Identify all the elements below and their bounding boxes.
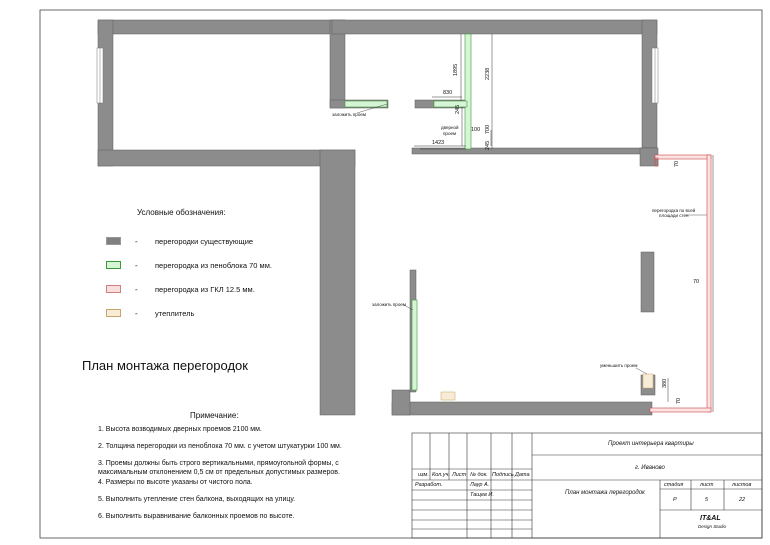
tb-sheets: 22 (739, 497, 746, 503)
foam-block-partitions (345, 34, 471, 390)
tb-city: г. Иваново (635, 465, 665, 471)
tb-sheet-title: План монтажа перегородок (565, 490, 645, 496)
tb-col-header: № док. (470, 472, 488, 478)
dim-1423: 1423 (432, 140, 445, 146)
note-item: 2. Толщина перегородки из пеноблока 70 мм. с учетом штукатурки 100 мм. (98, 443, 342, 450)
door-opening-label: дверной проем (441, 125, 459, 136)
note-item: 5. Выполнить утепление стен балкона, выходящих на улицу. (98, 496, 296, 503)
dim-1895: 1895 (453, 63, 459, 76)
legend-swatch-foam-block (106, 261, 121, 269)
legend-item-insulation (106, 307, 194, 319)
note-item: 4. Размеры по высоте указаны от чистого пола. (98, 479, 253, 486)
legend-item-existing (106, 235, 253, 247)
dim-700: 700 (485, 124, 491, 134)
dim-100: 100 (471, 127, 481, 133)
tb-sheet-label: лист (700, 482, 714, 488)
tb-developed-label: Разработ. (415, 482, 443, 488)
legend-label-existing: перегородки существующие (155, 236, 254, 246)
partition-full-area-label: перегородка по всей площади стен (652, 208, 696, 218)
tb-stage-label: стадия (664, 482, 684, 488)
legend-dash: - (135, 308, 138, 318)
tb-col-header: Лист (452, 472, 467, 478)
notes-title: Примечание: (190, 411, 239, 420)
legend-swatch-gkl (106, 285, 121, 293)
legend-item-gkl (106, 283, 255, 295)
dim-245b: 245 (485, 140, 491, 150)
legend-swatch-existing (106, 237, 121, 245)
tb-col-header: изм. (418, 472, 429, 478)
note-item: 1. Высота возводимых дверных проемов 2100 мм. (98, 426, 262, 433)
legend-dash: - (135, 260, 138, 270)
dimension-texts (432, 64, 699, 404)
note-item: 6. Выполнить выравнивание балконных проемов по высоте. (98, 513, 295, 520)
existing-walls (98, 20, 658, 415)
dim-70a: 70 (674, 160, 680, 167)
windows (97, 48, 658, 103)
legend-swatch-insulation (106, 309, 121, 317)
legend-label-insulation: утеплитель (155, 308, 195, 318)
dim-2238: 2238 (485, 67, 491, 80)
dim-70c: 70 (676, 397, 682, 404)
reduce-opening-label: уменьшить проем (600, 363, 638, 368)
plan-title: План монтажа перегородок (82, 358, 248, 373)
tb-sheets-label: листов (732, 482, 752, 488)
tb-sheet: 5 (705, 497, 709, 503)
tb-col-header: Кол.уч. (432, 472, 450, 478)
tb-company-sub: Design Studio (698, 524, 727, 529)
dim-245a: 245 (455, 104, 461, 114)
insulation (441, 374, 653, 400)
dimension-lines (414, 34, 713, 412)
tb-col-header: Дата (515, 472, 530, 478)
legend-title: Условные обозначения: (137, 208, 226, 217)
tb-company-logo: IT&AL (700, 515, 721, 522)
legend-label-gkl: перегородка из ГКЛ 12.5 мм. (155, 284, 255, 294)
legend-dash: - (135, 236, 138, 246)
lay-opening-label-2: заложить проем (372, 302, 406, 307)
legend-item-foam-block (106, 259, 272, 271)
dim-830: 830 (443, 90, 453, 96)
gkl-partitions (650, 155, 711, 412)
tb-stage: Р (673, 497, 677, 503)
note-item: 3. Проемы должны быть строго вертикальными, прямоугольной формы, с максимальным отклонением 0,5 см от предельных допустимых размеров. (98, 460, 340, 476)
lay-opening-label-1: заложить проем (332, 112, 366, 117)
dim-70b: 70 (693, 279, 700, 285)
tb-developed-name: Лаур А. (470, 482, 490, 488)
tb-checked-name: Тащев И. (470, 492, 494, 498)
tb-col-header: Подпись (492, 472, 514, 478)
legend-label-foam-block: перегородка из пеноблока 70 мм. (155, 260, 272, 270)
dim-380: 380 (662, 378, 668, 388)
tb-project: Проект интерьера квартиры (608, 441, 694, 447)
legend-dash: - (135, 284, 138, 294)
